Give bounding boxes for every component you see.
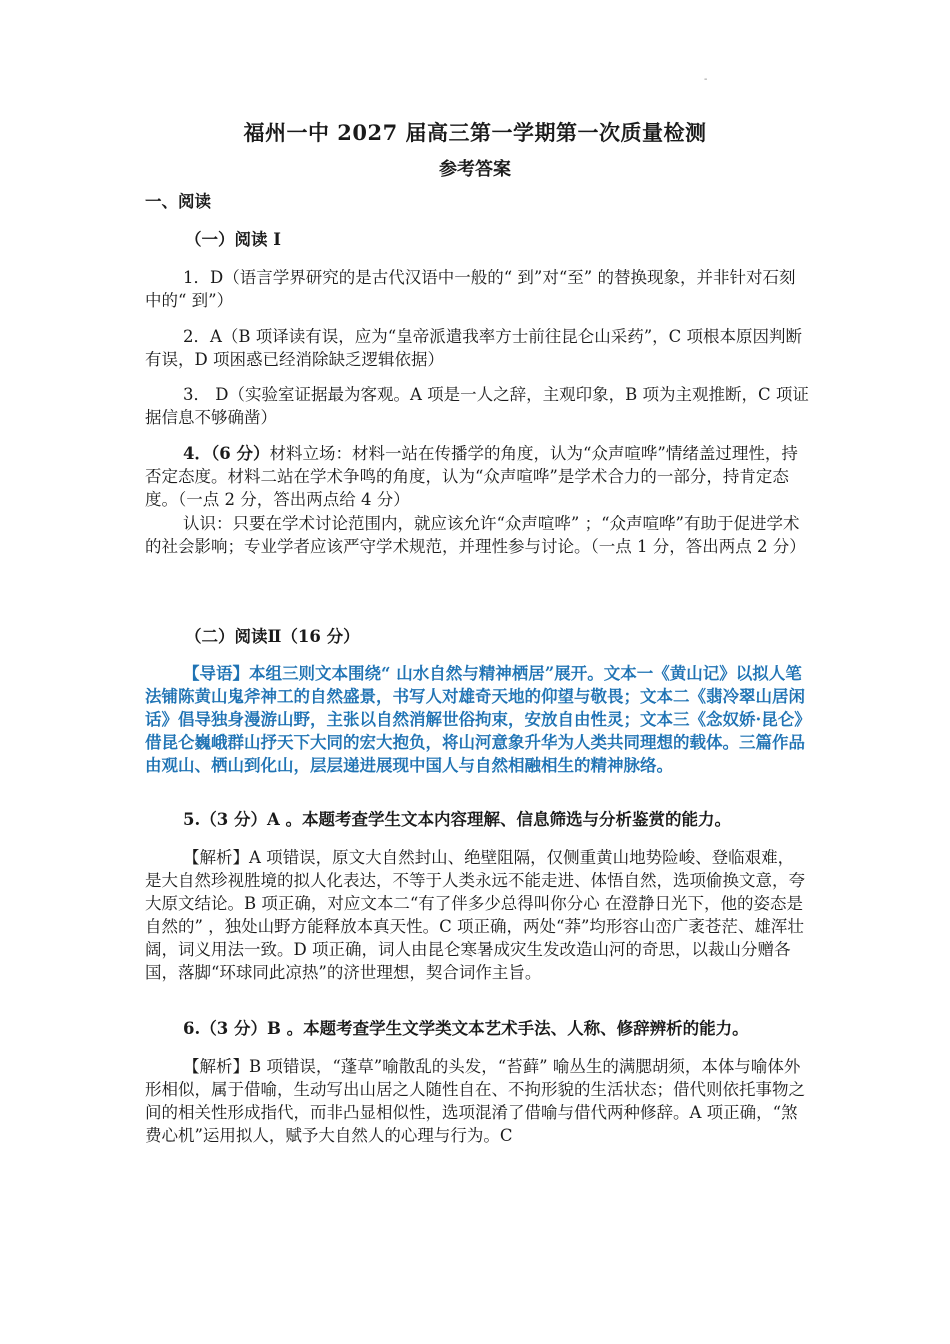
answer-q5-heading: 5.（3 分）A 。本题考查学生文本内容理解、信息筛选与分析鉴赏的能力。	[183, 810, 731, 829]
guide-intro: 【导语】本组三则文本围绕“ 山水自然与精神栖居”展开。文本一《黄山记》以拟人笔法铺陈黄山鬼斧神工的自然盛景，书写人对雄奇天地的仰望与敬畏；文本二《翡冷翠山居闲话》倡导独身漫游山野，主张以自然消解世俗拘束，安放自由性灵；文本三《念奴娇·昆仑》借昆仑巍峨群山抒天下大同的宏大抱负，将山河意象升华为人类共同理想的载体。三篇作品由观山、栖山到化山，层层递进展现中国人与自然相融相生的精神脉络。	[145, 664, 805, 775]
answer-q4-continued: 认识：只要在学术讨论范围内，就应该允许“众声喧哗” ；“众声喧哗”有助于促进学术的社会影响；专业学者应该严守学术规范，并理性参与讨论。（一点 1 分，答出两点 2 分）	[145, 514, 806, 556]
document-subtitle: 参考答案	[439, 159, 511, 180]
answer-q4-text: 材料立场：材料一站在传播学的角度，认为“众声喧哗”情绪盖过理性，持否定态度。材料二站在学术争鸣的角度，认为“众声喧哗”是学术合力的一部分，持肯定态度。（一点 2 分，答出两点给 4 分）	[145, 444, 798, 509]
answer-q1: 1．D（语言学界研究的是古代汉语中一般的“ 到”对“至” 的替换现象，并非针对石刻中的“ 到”）	[145, 268, 796, 310]
answer-q2: 2．A（B 项译读有误，应为“皇帝派遣我率方士前往昆仑山采药”，C 项根本原因判断有误，D 项困惑已经消除缺乏逻辑依据）	[145, 327, 803, 369]
answer-q6-heading: 6.（3 分）B 。本题考查学生文学类文本艺术手法、人称、修辞辨析的能力。	[183, 1019, 749, 1038]
subsection-heading-reading-1: （一）阅读 Ⅰ	[185, 230, 281, 249]
subsection-heading-reading-2: （二）阅读Ⅱ（16 分）	[185, 627, 360, 646]
header-mark: -	[704, 74, 708, 85]
document-title: 福州一中 2027 届高三第一学期第一次质量检测	[243, 120, 707, 145]
answer-q3: 3． D（实验室证据最为客观。A 项是一人之辞，主观印象，B 项为主观推断，C 项证据信息不够确凿）	[145, 385, 809, 427]
answer-q4	[145, 442, 810, 511]
answer-q4-label: 4．（6 分）	[183, 444, 270, 463]
answer-q5-analysis: 【解析】A 项错误，原文大自然封山、绝壁阻隔，仅侧重黄山地势险峻、登临艰难，是大自然珍视胜境的拟人化表达，不等于人类永远不能走进、体悟自然，选项偷换文意，夸大原文结论。B 项正确，对应文本二“有了伴多少总得叫你分心 在澄静日光下，他的姿态是自然的” ，独处山野方能释放本真天性。C 项正确，两处“莽”均形容山峦广袤苍茫、雄浑壮阔，词义用法一致。D 项正确，词人由昆仑寒暑成灾生发改造山河的奇思，以裁山分赠各国，落脚“环球同此凉热”的济世理想，契合词作主旨。	[145, 848, 805, 982]
section-heading-reading: 一、阅读	[145, 192, 211, 211]
answer-q6-analysis: 【解析】B 项错误，“蓬草”喻散乱的头发，“苔藓” 喻丛生的满腮胡须，本体与喻体外形相似，属于借喻，生动写出山居之人随性自在、不拘形貌的生活状态；借代则依托事物之间的相关性形成指代，而非凸显相似性，选项混淆了借喻与借代两种修辞。A 项正确，“煞费心机”运用拟人，赋予大自然人的心理与行为。C	[145, 1057, 805, 1145]
